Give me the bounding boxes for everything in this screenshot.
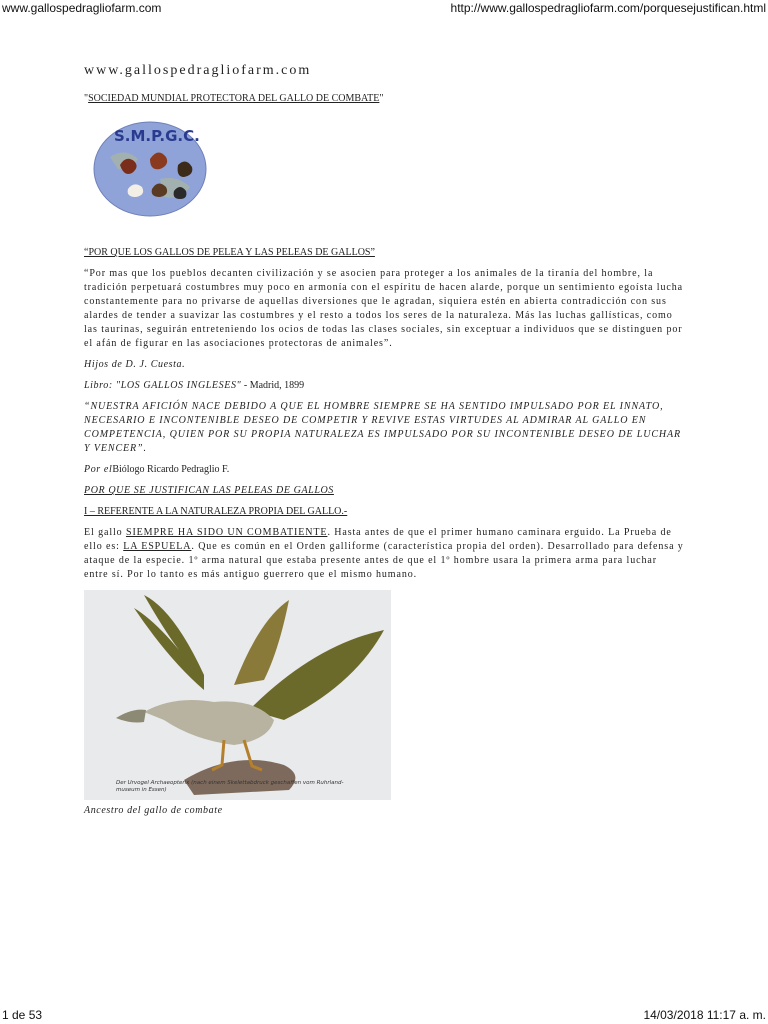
aficion-quote: “NUESTRA AFICIÓN NACE DEBIDO A QUE EL HOMBRE SIEMPRE SE HA SENTIDO IMPULSADO POR EL INNATO, NECESARIO E INCONTENIBLE DESEO DE COMPETIR Y REVIVE ESTAS VIRTUDES AL ADMIRAR AL GALLO EN COMPETENCIA, QUIEN POR SU PROPIA NATURALEZA ES IMPULSADO POR SU INCONTENIBLE DESEO DE LUCHAR Y VENCER”. [84, 401, 682, 454]
society-title-text: SOCIEDAD MUNDIAL PROTECTORA DEL GALLO DE COMBATE [88, 93, 380, 104]
ancestor-caption: Ancestro del gallo de combate [84, 805, 223, 816]
siempre-combatiente: SIEMPRE HA SIDO UN COMBATIENTE [125, 527, 328, 538]
browser-header-url[interactable]: http://www.gallospedragliofarm.com/porquesejustifican.html [450, 1, 766, 15]
archaeopteryx-photo [84, 590, 391, 800]
photo-caption: Der Urvogel Archaeopterix (nach einem Skelettabdruck geschaffen vom Ruhrland-museum in Essen) [116, 780, 344, 793]
print-timestamp: 14/03/2018 11:17 a. m. [643, 1008, 766, 1022]
gallo-paragraph: El gallo SIEMPRE HA SIDO UN COMBATIENTE. Hasta antes de que el primer humano caminara erguido. La Prueba de ello es: LA ESPUELA. Que es común en el Orden galliforme (característica propia del orden). Desarrollado para defensa y ataque de la especie. 1º arma natural que estaba presente antes de que el 1º hombre usara la primera arma para luchar entre sí. Por lo tanto es más antiguo guerrero que el mismo humano. [84, 527, 684, 580]
section-one-heading: I – REFERENTE A LA NATURALEZA PROPIA DEL GALLO.- [84, 506, 348, 517]
site-title: www.gallospedragliofarm.com [84, 63, 312, 78]
justifican-heading: POR QUE SE JUSTIFICAN LAS PELEAS DE GALLOS [84, 485, 334, 496]
logo-text: S.M.P.G.C. [114, 127, 200, 145]
author-line: Hijos de D. J. Cuesta. [84, 359, 186, 370]
society-title: "SOCIEDAD MUNDIAL PROTECTORA DEL GALLO DE COMBATE" [84, 93, 384, 104]
archaeopteryx-illustration [84, 590, 391, 800]
la-espuela: LA ESPUELA [123, 541, 192, 552]
quote-paragraph: “Por mas que los pueblos decanten civilización y se asocien para proteger a los animales de la tiranía del hombre, la tradición perpetuará costumbres muy poco en armonía con el espíritu de hacen alarde, porque un sentimiento egoísta lucha constantemente para no privarse de aquellas diversiones que le agradan, siquiera estén en abierta contradicción con sus alardes de tender a suavizar las costumbres y el resto a todos los seres de la naturaleza. Más las luchas gallísticas, como las taurinas, seguirán entreteniendo los ocios de todas las clases sociales, sin exceptuar a individuos que se distinguen por el afán de figurar en las asociaciones protectoras de animales”. [84, 268, 683, 349]
byline: Por elBiólogo Ricardo Pedraglio F. [84, 464, 230, 475]
heading-por-que: “POR QUE LOS GALLOS DE PELEA Y LAS PELEAS DE GALLOS” [84, 247, 375, 258]
smpgc-logo [90, 117, 230, 217]
page-counter: 1 de 53 [2, 1008, 43, 1022]
document-page [84, 60, 684, 825]
browser-header-site: www.gallospedragliofarm.com [2, 1, 162, 15]
book-line: Libro: "LOS GALLOS INGLESES" - Madrid, 1899 [84, 380, 305, 391]
